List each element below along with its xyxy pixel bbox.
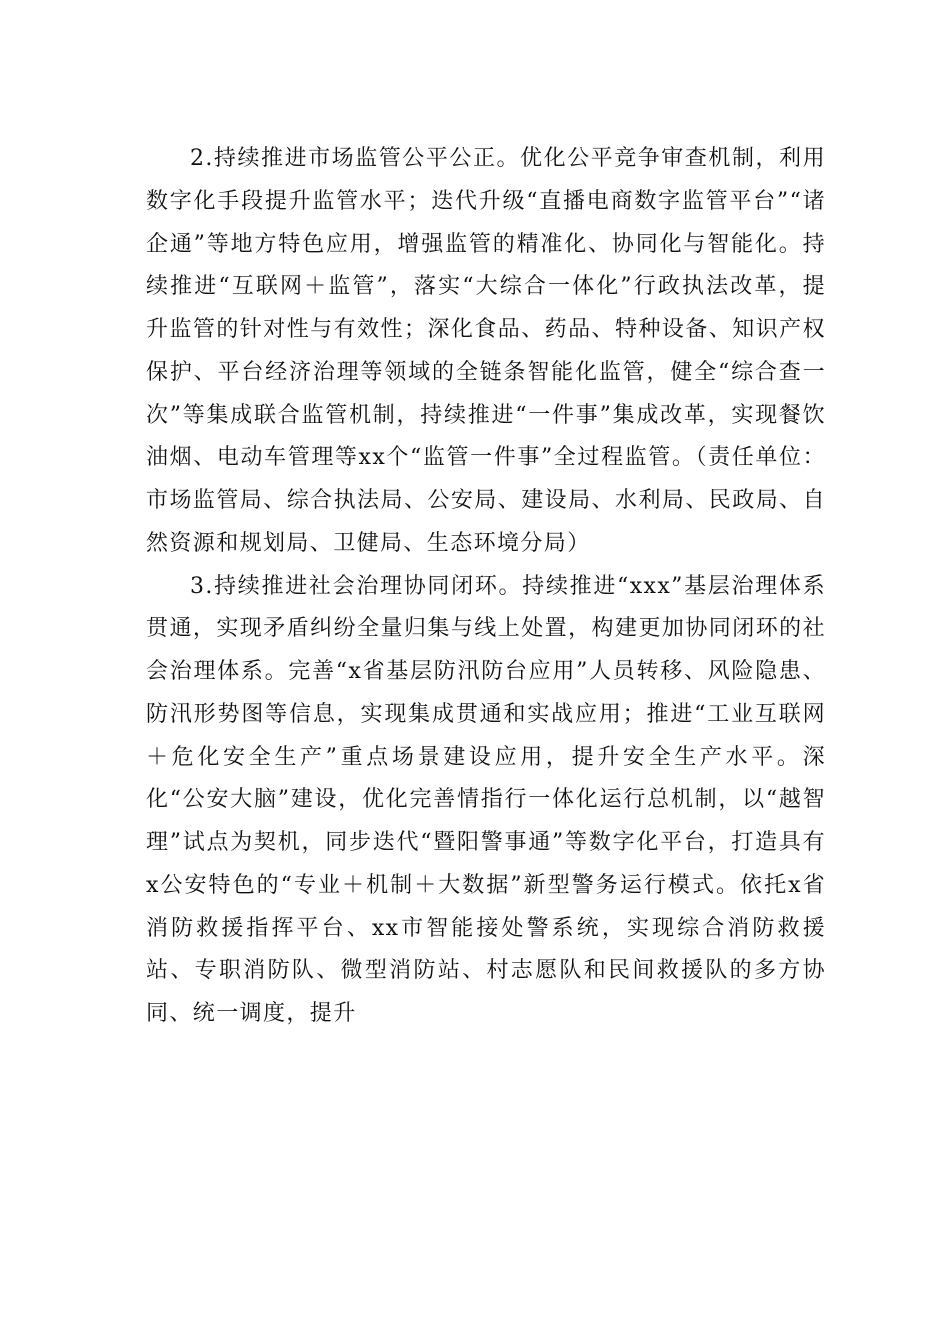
paragraph-market-supervision: 2.持续推进市场监管公平公正。优化公平竞争审查机制，利用数字化手段提升监管水平；迭代升级“直播电商数字监管平台”“诸企通”等地方特色应用，增强监管的精准化、协同化与智能化。持续推进“互联网＋监管”，落实“大综合一体化”行政执法改革，提升监管的针对性与有效性；深化食品、药品、特种设备、知识产权保护、平台经济治理等领域的全链条智能化监管，健全“综合查一次”等集成联合监管机制，持续推进“一件事”集成改革，实现餐饮油烟、电动车管理等xx个“监管一件事”全过程监管。（责任单位：市场监管局、综合执法局、公安局、建设局、水利局、民政局、自然资源和规划局、卫健局、生态环境分局） bbox=[146, 146, 826, 556]
paragraph-social-governance: 3.持续推进社会治理协同闭环。持续推进“xxx”基层治理体系贯通，实现矛盾纠纷全量归集与线上处置，构建更加协同闭环的社会治理体系。完善“x省基层防汛防台应用”人员转移、风险隐患、防汛形势图等信息，实现集成贯通和实战应用；推进“工业互联网＋危化安全生产”重点场景建设应用，提升安全生产水平。深化“公安大脑”建设，优化完善情指行一体化运行总机制，以“越智理”试点为契机，同步迭代“暨阳警事通”等数字化平台，打造具有x公安特色的“专业＋机制＋大数据”新型警务运行模式。依托x省消防救援指挥平台、xx市智能接处警系统，实现综合消防救援站、专职消防队、微型消防站、村志愿队和民间救援队的多方协同、统一调度，提升 bbox=[146, 573, 826, 1026]
document-body bbox=[146, 138, 826, 1036]
